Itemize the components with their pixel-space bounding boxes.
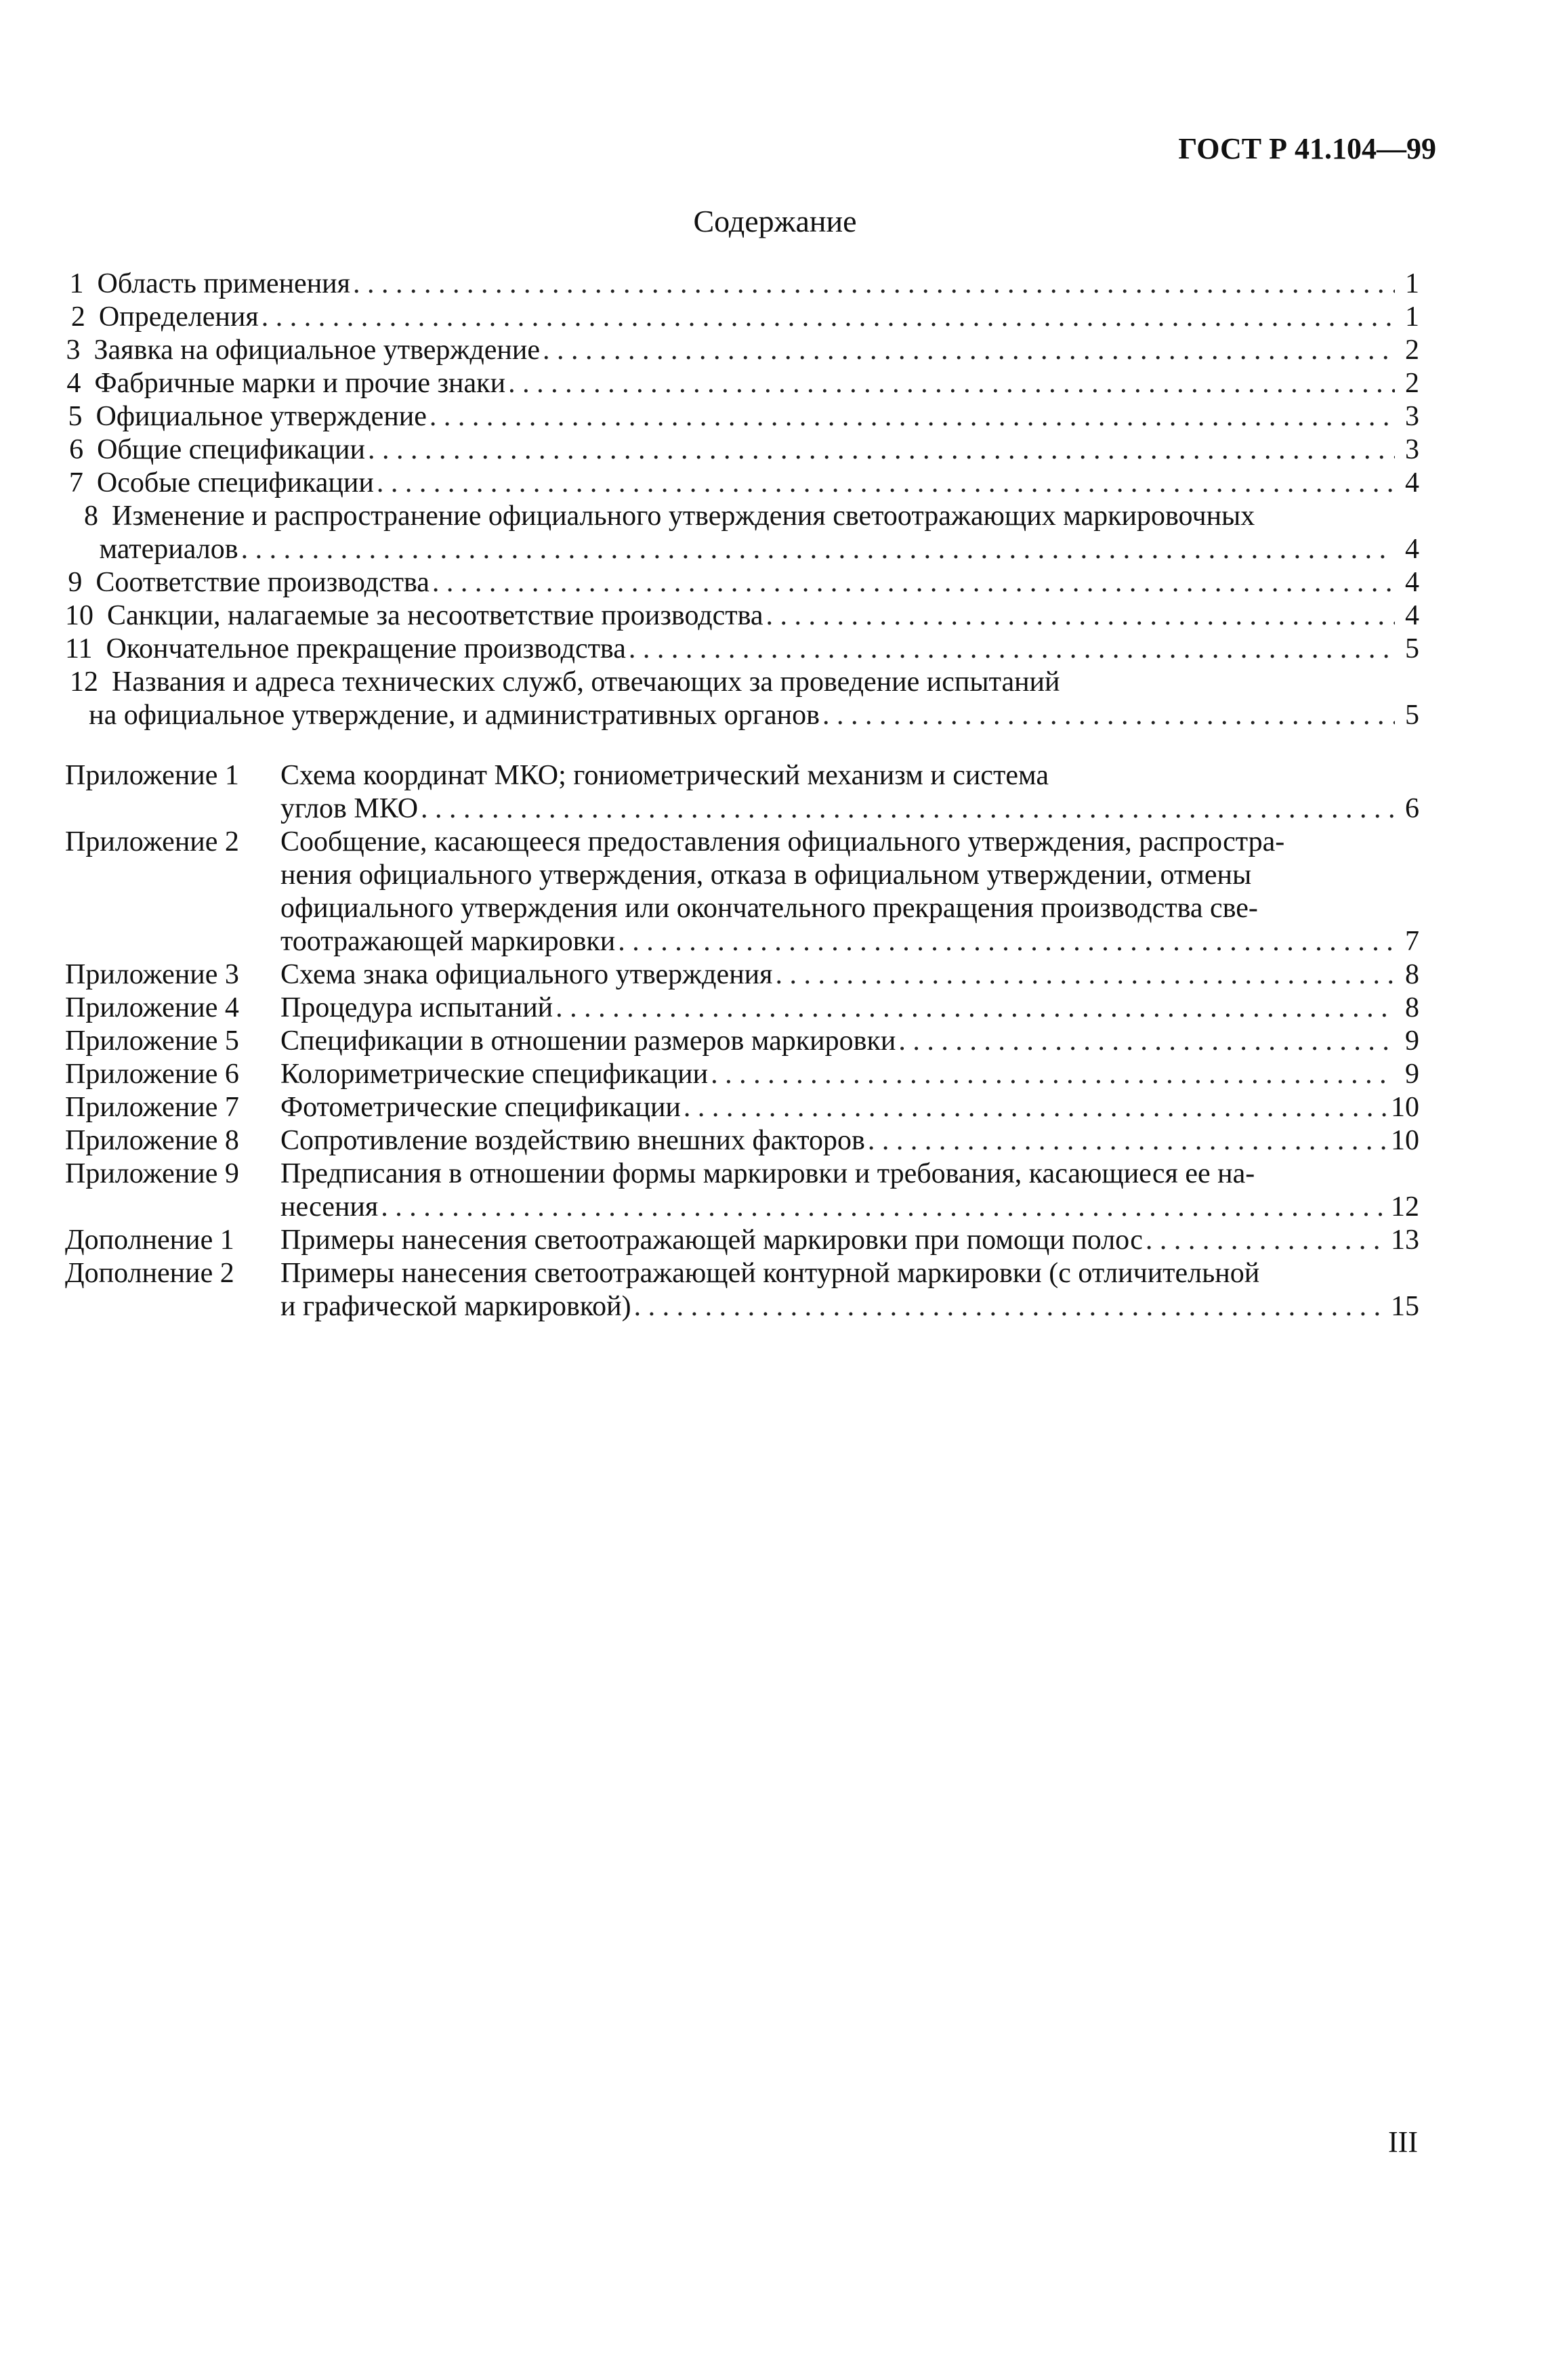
dot-leader <box>353 268 1395 301</box>
annex-entry-line <box>65 1124 1419 1157</box>
dot-leader <box>766 599 1395 633</box>
dot-leader <box>775 958 1395 992</box>
dot-leader <box>618 925 1395 958</box>
toc-entry-line <box>65 599 1419 633</box>
dot-leader <box>421 792 1395 826</box>
annex-label: Дополнение 1 <box>65 1225 234 1256</box>
page-ref: 1 <box>1405 268 1419 299</box>
dot-leader <box>432 566 1395 599</box>
toc-entry-line <box>65 433 1419 467</box>
toc-entry-line <box>65 533 1419 566</box>
dot-leader <box>556 992 1395 1025</box>
toc-entry-line <box>65 633 1419 666</box>
section-title: Определения <box>98 301 259 333</box>
annex-label: Приложение 6 <box>65 1059 239 1090</box>
dot-leader <box>822 699 1395 732</box>
annex-entry-line <box>65 1058 1419 1091</box>
annex-entry-line <box>65 892 1419 925</box>
annex-entry[interactable] <box>65 958 1419 992</box>
page-ref: 13 <box>1391 1225 1419 1256</box>
toc-entry[interactable] <box>65 467 1419 500</box>
section-title: Названия и адреса технических служб, отвечающих за проведение испытаний <box>112 666 1060 698</box>
annex-title: несения <box>280 1191 379 1223</box>
section-number: 6 <box>69 434 84 465</box>
toc-entry-line <box>65 334 1419 367</box>
annex-entry-line <box>65 925 1419 958</box>
page-ref: 12 <box>1391 1191 1419 1223</box>
toc-entry-line <box>65 666 1419 699</box>
annex-entry-line <box>65 1257 1419 1290</box>
annex-label: Приложение 2 <box>65 826 239 857</box>
page-number: III <box>1388 2125 1418 2159</box>
section-title: Область применения <box>97 268 350 299</box>
dot-leader <box>430 400 1395 433</box>
toc-entry[interactable] <box>65 301 1419 334</box>
section-title: Официальное утверждение <box>96 401 427 432</box>
toc-entry[interactable] <box>65 666 1419 732</box>
dot-leader <box>508 367 1395 400</box>
toc-entry[interactable] <box>65 334 1419 367</box>
annex-label: Приложение 1 <box>65 760 239 791</box>
annex-title: тоотражающей маркировки <box>280 926 616 957</box>
section-number: 1 <box>69 268 84 299</box>
annex-label: Приложение 3 <box>65 959 239 990</box>
annex-entry[interactable] <box>65 1257 1419 1323</box>
annex-title: Примеры нанесения светоотражающей маркировки при помощи полос <box>280 1225 1143 1256</box>
page-ref: 5 <box>1405 700 1419 731</box>
page-ref: 8 <box>1405 959 1419 990</box>
section-title: Изменение и распространение официального утверждения светоотражающих маркировочных <box>112 501 1255 532</box>
page-ref: 4 <box>1405 600 1419 631</box>
section-number: 3 <box>66 335 81 366</box>
section-number: 4 <box>66 368 81 399</box>
annex-title: нения официального утверждения, отказа в официальном утверждении, отмены <box>280 859 1252 891</box>
annex-title: и графической маркировкой) <box>280 1291 631 1322</box>
dot-leader <box>261 301 1395 334</box>
annex-entry[interactable] <box>65 1091 1419 1124</box>
dot-leader <box>368 433 1395 467</box>
page-ref: 3 <box>1405 434 1419 465</box>
annex-title: Колориметрические спецификации <box>280 1059 709 1090</box>
annex-label: Дополнение 2 <box>65 1258 234 1289</box>
annex-entry[interactable] <box>65 992 1419 1025</box>
annex-entry-line <box>65 1091 1419 1124</box>
toc-entry-line <box>65 699 1419 732</box>
section-title: Заявка на официальное утверждение <box>93 335 540 366</box>
annex-title: Схема знака официального утверждения <box>280 959 773 990</box>
toc-title: Содержание <box>693 204 857 238</box>
annex-entry[interactable] <box>65 1058 1419 1091</box>
annex-entry-line <box>65 1025 1419 1058</box>
annex-entry-line <box>65 826 1419 859</box>
dot-leader <box>241 533 1395 566</box>
section-number: 5 <box>68 401 83 432</box>
toc-entry[interactable] <box>65 566 1419 599</box>
annex-label: Приложение 9 <box>65 1158 239 1189</box>
annex-entry-line <box>65 992 1419 1025</box>
annex-entry[interactable] <box>65 1025 1419 1058</box>
annex-entry[interactable] <box>65 1124 1419 1157</box>
annex-title: Схема координат МКО; гониометрический механизм и система <box>280 760 1049 791</box>
annex-entry-line <box>65 1290 1419 1323</box>
annex-entry[interactable] <box>65 1157 1419 1224</box>
annex-entry[interactable] <box>65 1224 1419 1257</box>
section-number: 2 <box>70 301 85 333</box>
section-title: Особые спецификации <box>96 467 374 498</box>
toc-entry-line <box>65 268 1419 301</box>
page-ref: 2 <box>1405 368 1419 399</box>
toc-entry-line <box>65 301 1419 334</box>
section-title: Соответствие производства <box>96 567 430 598</box>
section-number: 9 <box>68 567 83 598</box>
section-title: Окончательное прекращение производства <box>106 633 626 664</box>
annex-title: официального утверждения или окончательного прекращения производства све- <box>280 893 1258 924</box>
dot-leader <box>868 1124 1387 1157</box>
annex-entry-line <box>65 1191 1419 1224</box>
page-ref: 6 <box>1405 793 1419 824</box>
annex-title: Спецификации в отношении размеров маркировки <box>280 1025 896 1057</box>
annex-title: углов МКО <box>280 793 419 824</box>
dot-leader <box>634 1290 1387 1323</box>
page-ref: 15 <box>1391 1291 1419 1322</box>
page-ref: 10 <box>1391 1125 1419 1156</box>
page-ref: 9 <box>1405 1059 1419 1090</box>
toc-entry[interactable] <box>65 599 1419 633</box>
section-title: Общие спецификации <box>97 434 366 465</box>
page-ref: 2 <box>1405 335 1419 366</box>
annex-title: Сообщение, касающееся предоставления официального утверждения, распростра- <box>280 826 1285 857</box>
section-title: на официальное утверждение, и административных органов <box>89 700 820 731</box>
toc-entry-line <box>65 367 1419 400</box>
toc-entry[interactable] <box>65 633 1419 666</box>
section-number: 8 <box>84 501 98 532</box>
toc-entry[interactable] <box>65 500 1419 566</box>
annex-label: Приложение 4 <box>65 992 239 1023</box>
annex-title: Фотометрические спецификации <box>280 1092 681 1123</box>
page-ref: 4 <box>1405 534 1419 565</box>
dot-leader <box>1146 1224 1387 1257</box>
dot-leader <box>684 1091 1387 1124</box>
toc-entry-line <box>65 467 1419 500</box>
page-ref: 3 <box>1405 401 1419 432</box>
dot-leader <box>711 1058 1395 1091</box>
annex-title: Процедура испытаний <box>280 992 553 1023</box>
section-number: 7 <box>68 467 83 498</box>
toc-entry-line <box>65 400 1419 433</box>
page-ref: 5 <box>1405 633 1419 664</box>
toc-entry-line <box>65 566 1419 599</box>
annex-entry-line <box>65 759 1419 792</box>
annex-entry-line <box>65 859 1419 892</box>
section-number: 10 <box>65 600 93 631</box>
dot-leader <box>629 633 1395 666</box>
page-ref: 1 <box>1405 301 1419 333</box>
page-ref: 7 <box>1405 926 1419 957</box>
annex-title: Примеры нанесения светоотражающей контурной маркировки (с отличительной <box>280 1258 1260 1289</box>
annex-entry[interactable] <box>65 826 1419 958</box>
toc-entry[interactable] <box>65 433 1419 467</box>
section-title: материалов <box>99 534 238 565</box>
annex-title: Сопротивление воздействию внешних факторов <box>280 1125 865 1156</box>
page-ref: 8 <box>1405 992 1419 1023</box>
annex-title: Предписания в отношении формы маркировки и требования, касающиеся ее на- <box>280 1158 1255 1189</box>
toc-entry[interactable] <box>65 400 1419 433</box>
annex-entry-line <box>65 958 1419 992</box>
page-ref: 9 <box>1405 1025 1419 1057</box>
section-title: Фабричные марки и прочие знаки <box>94 368 506 399</box>
dot-leader <box>898 1025 1395 1058</box>
page-ref: 4 <box>1405 467 1419 498</box>
section-number: 11 <box>65 633 93 664</box>
dot-leader <box>543 334 1395 367</box>
section-number: 12 <box>70 666 98 698</box>
annex-label: Приложение 7 <box>65 1092 239 1123</box>
dot-leader <box>381 1191 1387 1224</box>
page-ref: 4 <box>1405 567 1419 598</box>
dot-leader <box>377 467 1395 500</box>
annex-entry[interactable] <box>65 759 1419 826</box>
annex-entry-line <box>65 1157 1419 1191</box>
annex-entry-line <box>65 792 1419 826</box>
toc-entry-line <box>65 500 1419 533</box>
annex-entry-line <box>65 1224 1419 1257</box>
annex-label: Приложение 5 <box>65 1025 239 1057</box>
toc-entry[interactable] <box>65 367 1419 400</box>
page-ref: 10 <box>1391 1092 1419 1123</box>
annex-label: Приложение 8 <box>65 1125 239 1156</box>
section-title: Санкции, налагаемые за несоответствие производства <box>107 600 763 631</box>
document-code: ГОСТ Р 41.104—99 <box>1178 132 1436 165</box>
toc-entry[interactable] <box>65 268 1419 301</box>
